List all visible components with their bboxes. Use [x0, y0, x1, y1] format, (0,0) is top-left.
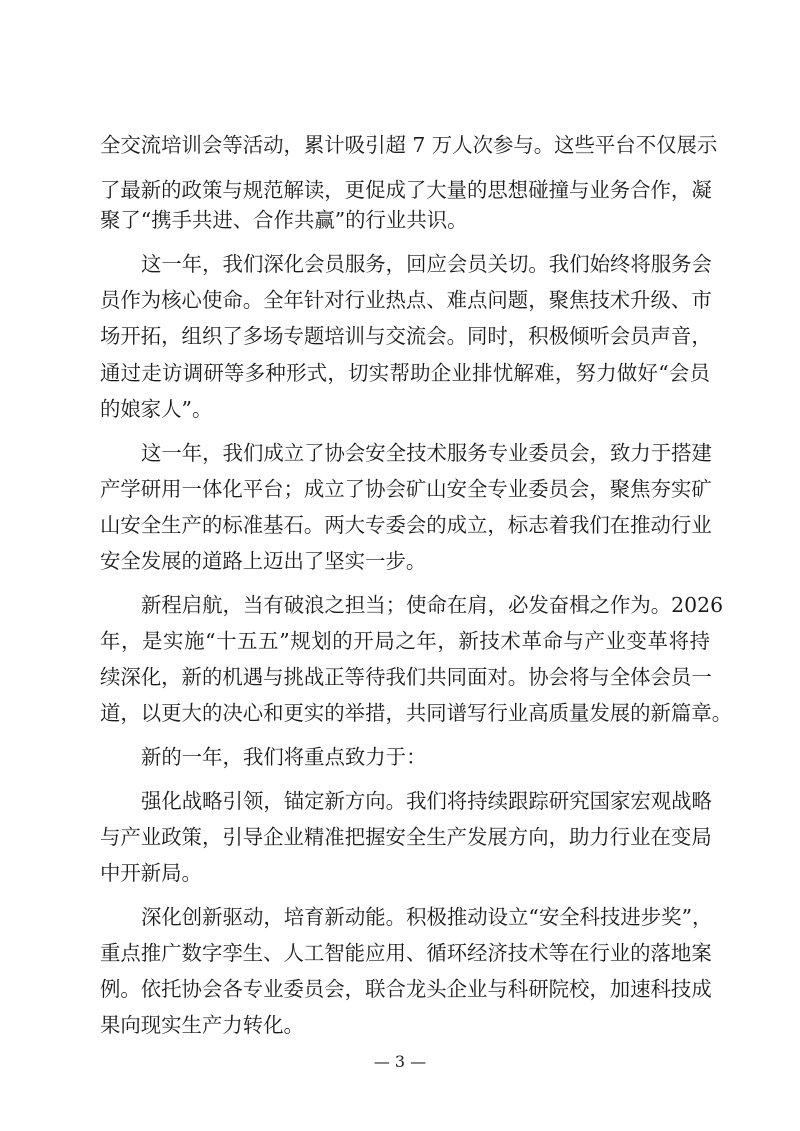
- text-line: 例。依托协会各专业委员会，联合龙头企业与科研院校，加速科技成: [100, 977, 712, 1001]
- text-line: 产学研用一体化平台；成立了协会矿山安全专业委员会，聚焦夯实矿: [100, 477, 712, 501]
- paragraph-first-line: 深化创新驱动，培育新动能。积极推动设立“安全科技进步奖”，: [141, 905, 713, 929]
- text-line: 的娘家人”。: [100, 397, 213, 421]
- text-line: 全交流培训会等活动，累计吸引超 7 万人次参与。这些平台不仅展示: [100, 133, 718, 157]
- text-line: 山安全生产的标准基石。两大专委会的成立，标志着我们在推动行业: [100, 513, 712, 537]
- paragraph-first-line: 强化战略引领，锚定新方向。我们将持续跟踪研究国家宏观战略: [141, 789, 712, 813]
- page-number: — 3 —: [373, 1052, 427, 1071]
- text-line: 年，是实施“十五五”规划的开局之年，新技术革命与产业变革将持: [100, 629, 710, 653]
- text-line: 聚了“携手共进、合作共赢”的行业共识。: [100, 208, 468, 232]
- text-line: 道，以更大的决心和更实的举措，共同谱写行业高质量发展的新篇章。: [100, 701, 733, 725]
- paragraph-first-line: 新程启航，当有破浪之担当；使命在肩，必发奋楫之作为。2026: [141, 593, 724, 617]
- paragraph-first-line: 这一年，我们成立了协会安全技术服务专业委员会，致力于搭建: [141, 441, 712, 465]
- paragraph-first-line: 新的一年，我们将重点致力于：: [141, 745, 427, 769]
- text-line: 果向现实生产力转化。: [100, 1013, 304, 1037]
- text-line: 通过走访调研等多种形式，切实帮助企业排忧解难，努力做好“会员: [100, 361, 710, 385]
- text-line: 了最新的政策与规范解读，更促成了大量的思想碰撞与业务合作，凝: [100, 178, 712, 202]
- text-line: 与产业政策，引导企业精准把握安全生产发展方向，助力行业在变局: [100, 825, 712, 849]
- text-line: 员作为核心使命。全年针对行业热点、难点问题，聚焦技术升级、市: [100, 288, 712, 312]
- text-line: 安全发展的道路上迈出了坚实一步。: [100, 549, 427, 573]
- text-line: 重点推广数字孪生、人工智能应用、循环经济技术等在行业的落地案: [100, 941, 712, 965]
- paragraph-first-line: 这一年，我们深化会员服务，回应会员关切。我们始终将服务会: [141, 252, 712, 276]
- text-line: 场开拓，组织了多场专题培训与交流会。同时，积极倾听会员声音，: [100, 324, 712, 348]
- text-line: 中开新局。: [100, 861, 202, 885]
- text-line: 续深化，新的机遇与挑战正等待我们共同面对。协会将与全体会员一: [100, 665, 712, 689]
